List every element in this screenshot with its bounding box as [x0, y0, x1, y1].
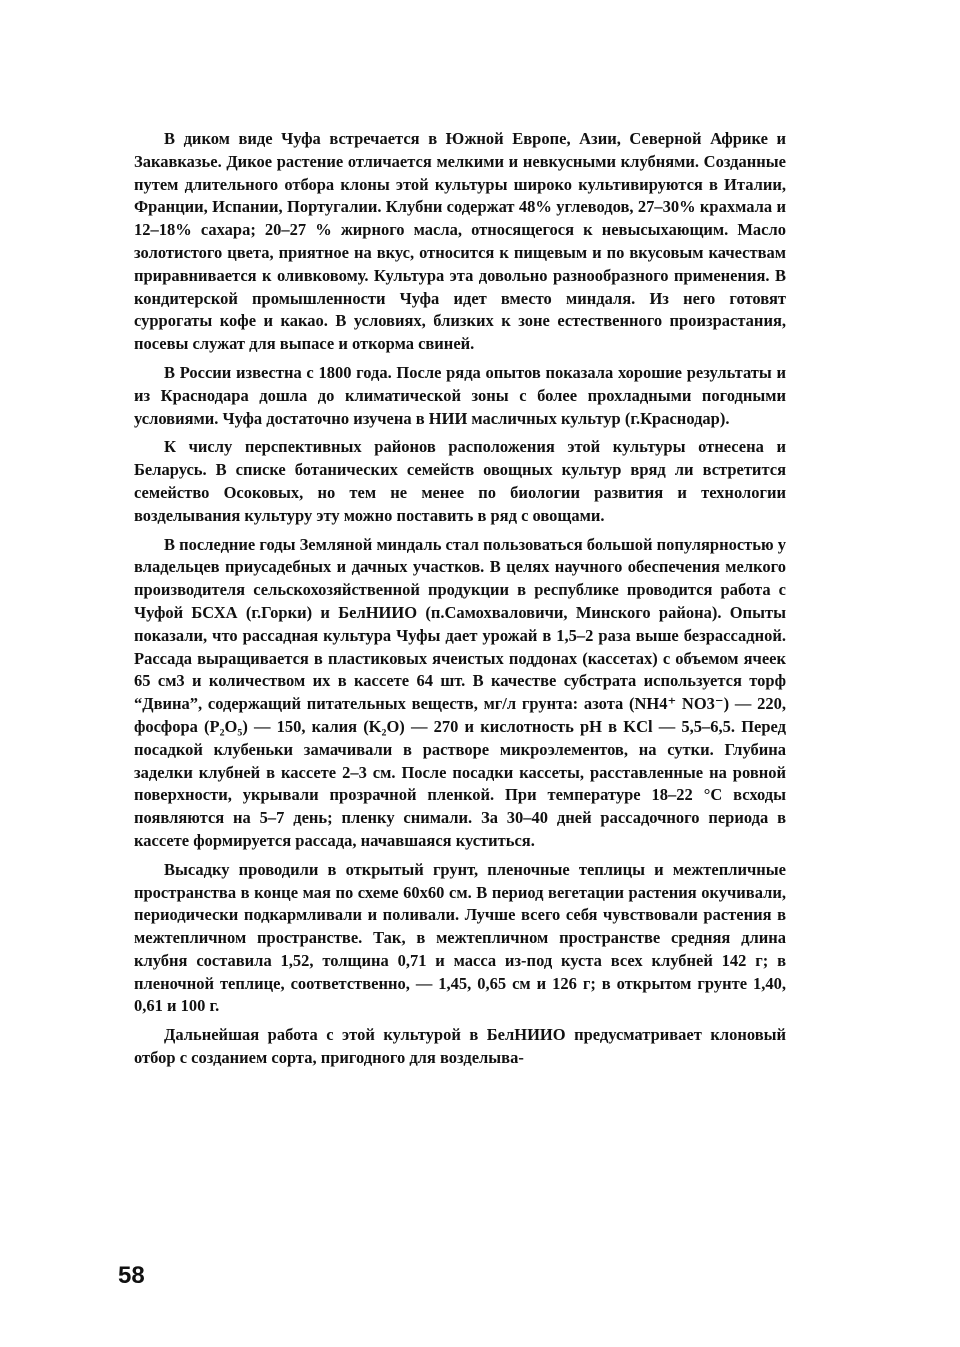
- page-number: 58: [118, 1262, 145, 1289]
- paragraph-2: В России известна с 1800 года. После ряда опытов показала хорошие результаты и из Краснодара дошла до климатической зоны с более прохладными погодными условиями. Чуфа достаточно изучена в НИИ масличных культур (г.Краснодар).: [134, 362, 786, 428]
- paragraph-4: В последние годы Земляной миндаль стал пользоваться большой популярностью у владельцев приусадебных и дачных участков. В целях научного обеспечения мелкого производителя сельскохозяйственной продукции в республике проводится работа с Чуфой БСХА (г.Горки) и БелНИИО (п.Самохваловичи, Минского района). Опыты показали, что рассадная культура Чуфы дает урожай в 1,5–2 раза выше безрассадной. Рассада выращивается в пластиковых ячеистых поддонах (кассетах) с объемом ячеек 65 см3 и количеством их в кассете 64 шт. В качестве субстрата используется торф “Двина”, содержащий питательных веществ, мг/л грунта: азота (NH4⁺ NO3⁻) — 220, фосфора (P₂O₅) — 150, калия (K₂O) — 270 и кислотность pH в KCl — 5,5–6,5. Перед посадкой клубеньки замачивали в растворе микроэлементов, на сутки. Глубина заделки клубней в кассете 2–3 см. После посадки кассеты, расставленные на ровной поверхности, укрывали прозрачной пленкой. При температуре 18–22 °С всходы появляются на 5–7 день; пленку снимали. За 30–40 дней рассадочного периода в кассете формируется рассада, начавшаяся куститься.: [134, 534, 786, 850]
- paragraph-3: К числу перспективных районов расположения этой культуры отнесена и Беларусь. В списке ботанических семейств овощных культур вряд ли встретится семейство Осоковых, но тем не менее по биологии развития и технологии возделывания культуру эту можно поставить в ряд с овощами.: [134, 437, 786, 525]
- paragraph-1: В диком виде Чуфа встречается в Южной Европе, Азии, Северной Африке и Закавказье. Дикое растение отличается мелкими и невкусными клубнями. Созданные путем длительного отбора клоны этой культуры широко культивируются в Италии, Франции, Испании, Португалии. Клубни содержат 48% углеводов, 27–30% крахмала и 12–18% сахара; 20–27 % жирного масла, относящегося к невысыхающим. Масло золотистого цвета, приятное на вкус, относится к пищевым и по вкусовым качествам приравнивается к оливковому. Культура эта довольно разнообразного применения. В кондитерской промышленности Чуфа идет вместо миндаля. Из него готовят суррогаты кофе и какао. В условиях, близких к зоне естественного произрастания, посевы служат для выпасе и откорма свиней.: [134, 129, 786, 354]
- paragraph-5: Высадку проводили в открытый грунт, пленочные теплицы и межтепличные пространства в конце мая по схеме 60х60 см. В период вегетации растения окучивали, периодически подкармливали и поливали. Лучше всего себя чувствовали растения в межтепличном пространстве. Так, в межтепличном пространстве средняя длина клубня составила 1,52, толщина 0,71 и масса из-под куста всех клубней 142 г; в пленочной теплице, соответственно, — 1,45, 0,65 см и 126 г; в открытом грунте 1,40, 0,61 и 100 г.: [134, 859, 786, 1016]
- page-body-text: [134, 128, 786, 1076]
- paragraph-6: Дальнейшая работа с этой культурой в БелНИИО предусматривает клоновый отбор с созданием сорта, пригодного для возделыва-: [134, 1025, 786, 1068]
